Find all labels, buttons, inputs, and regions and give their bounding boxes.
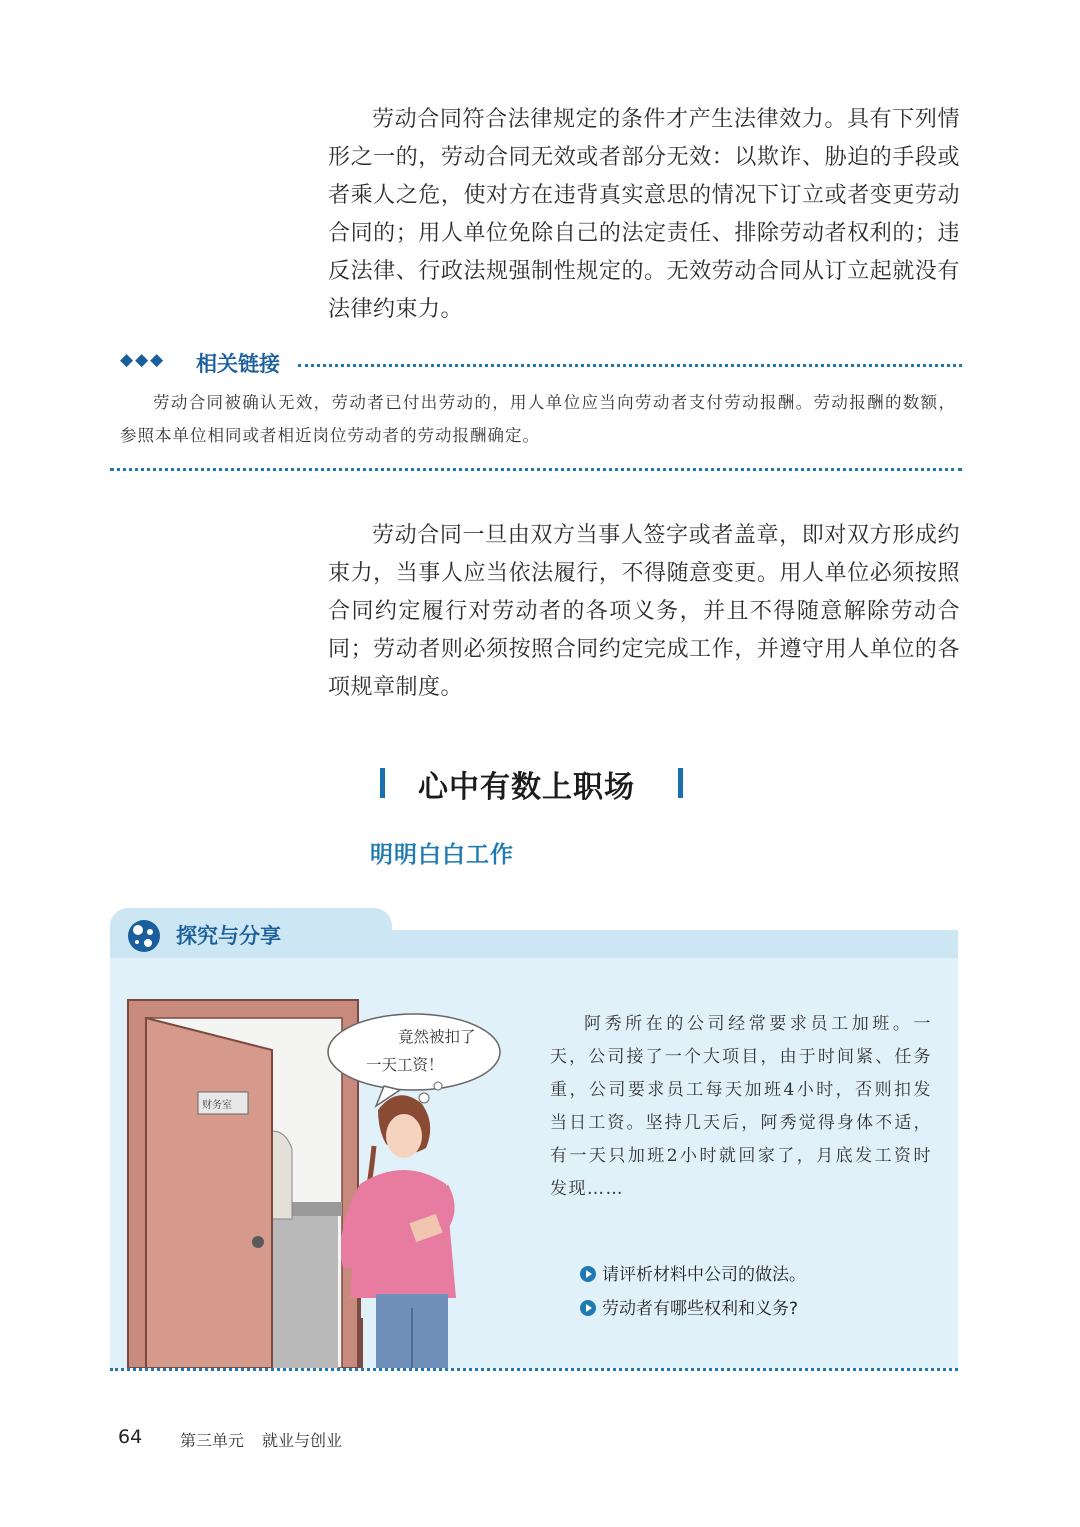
arrow-bullet-icon — [580, 1300, 596, 1316]
dotted-divider — [298, 364, 962, 367]
subheading: 明明白白工作 — [370, 842, 514, 868]
question-text: 劳动者有哪些权利和义务? — [602, 1299, 799, 1319]
heading-bar-right — [678, 768, 683, 798]
section-title: 心中有数上职场 — [418, 770, 635, 805]
page-number: 64 — [118, 1426, 143, 1448]
speech-bubble-line-2: 一天工资！ — [366, 1056, 444, 1074]
footer-unit: 第三单元 — [180, 1431, 245, 1450]
explore-title: 探究与分享 — [176, 924, 281, 948]
story-text: 阿秀所在的公司经常要求员工加班。一天，公司接了一个大项目，由于时间紧、任务重，公司要求员工每天加班4小时，否则扣发当日工资。坚持几天后，阿秀觉得身体不适，有一天只加班2小时就回家了，月底发工资时发现…… — [550, 1014, 932, 1199]
diamond-icon: ◆◆◆ — [120, 350, 166, 370]
related-link-body: 劳动合同被确认无效，劳动者已付出劳动的，用人单位应当向劳动者支付劳动报酬。劳动报酬的数额，参照本单位相同或者相近岗位劳动者的劳动报酬确定。 — [120, 393, 956, 445]
section-heading — [380, 762, 700, 806]
speech-bubble-line-1: 竟然被扣了 — [398, 1028, 476, 1046]
heading-bar-left — [380, 768, 385, 798]
explore-icon — [126, 918, 162, 954]
explore-share-panel — [110, 908, 958, 1370]
question-text: 请评析材料中公司的做法。 — [602, 1265, 806, 1285]
dotted-divider — [110, 468, 962, 471]
body-paragraph-1: 劳动合同符合法律规定的条件才产生法律效力。具有下列情形之一的，劳动合同无效或者部分无效：以欺诈、胁迫的手段或者乘人之危，使对方在违背真实意思的情况下订立或者变更劳动合同的；用人单位免除自己的法定责任、排除劳动者权利的；违反法律、行政法规强制性规定的。无效劳动合同从订立起就没有法律约束力。 — [328, 107, 960, 322]
footer-topic: 就业与创业 — [262, 1431, 343, 1450]
related-link-header — [120, 348, 962, 380]
office-door-illustration — [122, 978, 520, 1368]
body-paragraph-2: 劳动合同一旦由双方当事人签字或者盖章，即对双方形成约束力，当事人应当依法履行，不得随意变更。用人单位必须按照合同约定履行对劳动者的各项义务，并且不得随意解除劳动合同；劳动者则必须按照合同约定完成工作，并遵守用人单位的各项规章制度。 — [328, 523, 960, 700]
related-link-title: 相关链接 — [196, 352, 280, 376]
dotted-divider — [110, 1368, 958, 1371]
arrow-bullet-icon — [580, 1266, 596, 1282]
door-sign-text: 财务室 — [202, 1100, 232, 1111]
